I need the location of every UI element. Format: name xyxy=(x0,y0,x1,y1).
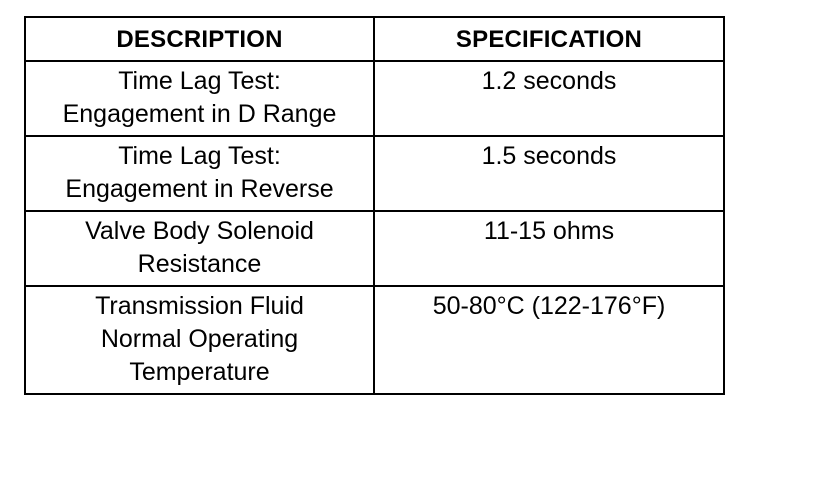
specification-cell: 50-80°C (122-176°F) xyxy=(374,286,724,394)
description-line: Time Lag Test: xyxy=(118,67,281,95)
table-header-row xyxy=(25,17,724,61)
table-row xyxy=(25,61,724,136)
specification-column-header: SPECIFICATION xyxy=(374,17,724,61)
description-line: Time Lag Test: xyxy=(118,142,281,170)
specification-cell: 11-15 ohms xyxy=(374,211,724,286)
description-line: Normal Operating xyxy=(100,325,299,353)
description-line: Resistance xyxy=(137,250,262,278)
description-column-header: DESCRIPTION xyxy=(25,17,374,61)
table-row xyxy=(25,211,724,286)
specification-table xyxy=(24,16,725,395)
table-row xyxy=(25,136,724,211)
description-line: Engagement in D Range xyxy=(62,100,337,128)
table-row xyxy=(25,286,724,394)
description-line: Valve Body Solenoid xyxy=(85,217,314,245)
specification-cell: 1.5 seconds xyxy=(374,136,724,211)
description-line: Temperature xyxy=(129,358,270,386)
description-cell xyxy=(25,286,374,394)
specification-cell: 1.2 seconds xyxy=(374,61,724,136)
description-cell xyxy=(25,136,374,211)
description-line: Engagement in Reverse xyxy=(65,175,334,203)
description-cell xyxy=(25,61,374,136)
description-cell xyxy=(25,211,374,286)
description-line: Transmission Fluid xyxy=(95,292,304,320)
